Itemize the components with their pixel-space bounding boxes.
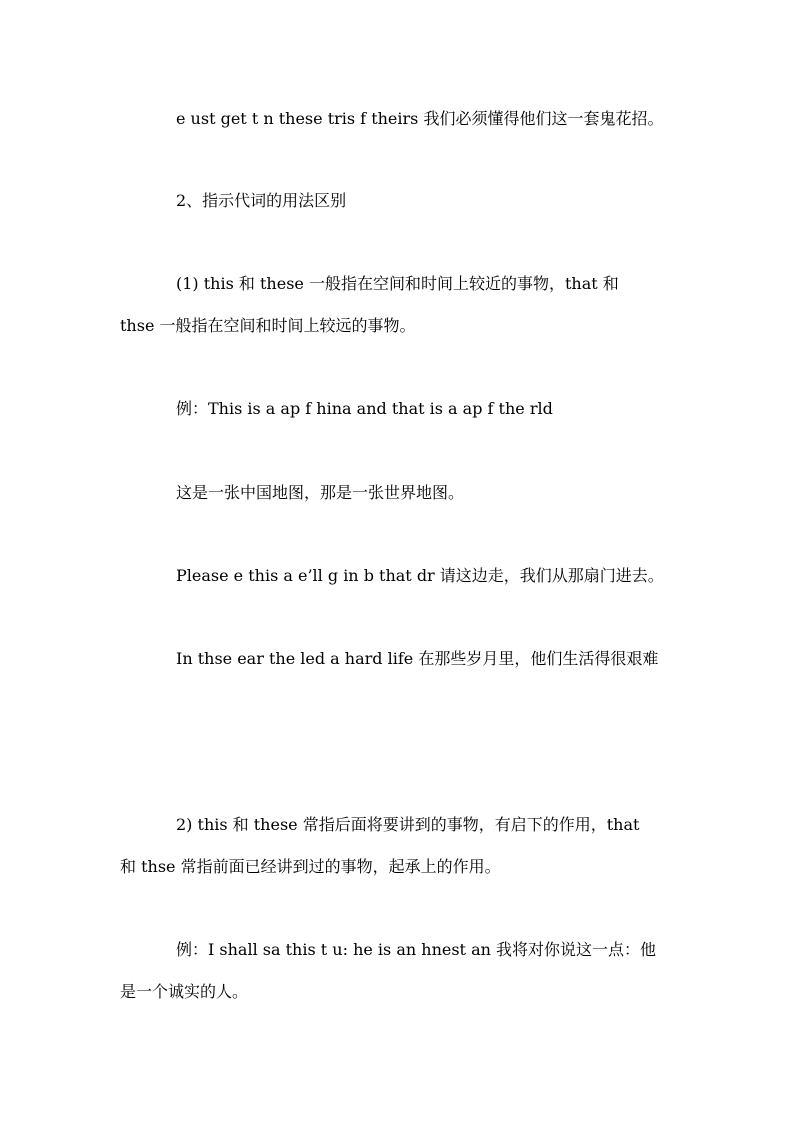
example-years: In thse ear the led a hard life 在那些岁月里，他们生活得很艰难 [176, 649, 659, 668]
example-honest-line-2: 是一个诚实的人。 [120, 982, 249, 1001]
rule-2-line-2: 和 thse 常指前面已经讲到过的事物，起承上的作用。 [120, 857, 501, 876]
example-honest-line-1: 例：I shall sa this t u: he is an hnest an 我将对你说这一点：他 [176, 940, 657, 959]
example-door: Please e this a e’ll g in b that dr 请这边走，我们从那扇门进去。 [176, 566, 664, 585]
rule-1-line-1: (1) this 和 these 一般指在空间和时间上较近的事物，that 和 [176, 274, 619, 293]
example-line-tricks: e ust get t n these tris f theirs 我们必须懂得他们这一套鬼花招。 [176, 109, 664, 128]
section-heading: 2、指示代词的用法区别 [176, 191, 347, 210]
rule-2-line-1: 2) this 和 these 常指后面将要讲到的事物，有启下的作用，that [176, 815, 640, 834]
example-map-english: 例：This is a ap f hina and that is a ap f the rld [176, 399, 553, 418]
example-map-chinese: 这是一张中国地图，那是一张世界地图。 [176, 483, 465, 502]
rule-1-line-2: thse 一般指在空间和时间上较远的事物。 [120, 316, 416, 335]
